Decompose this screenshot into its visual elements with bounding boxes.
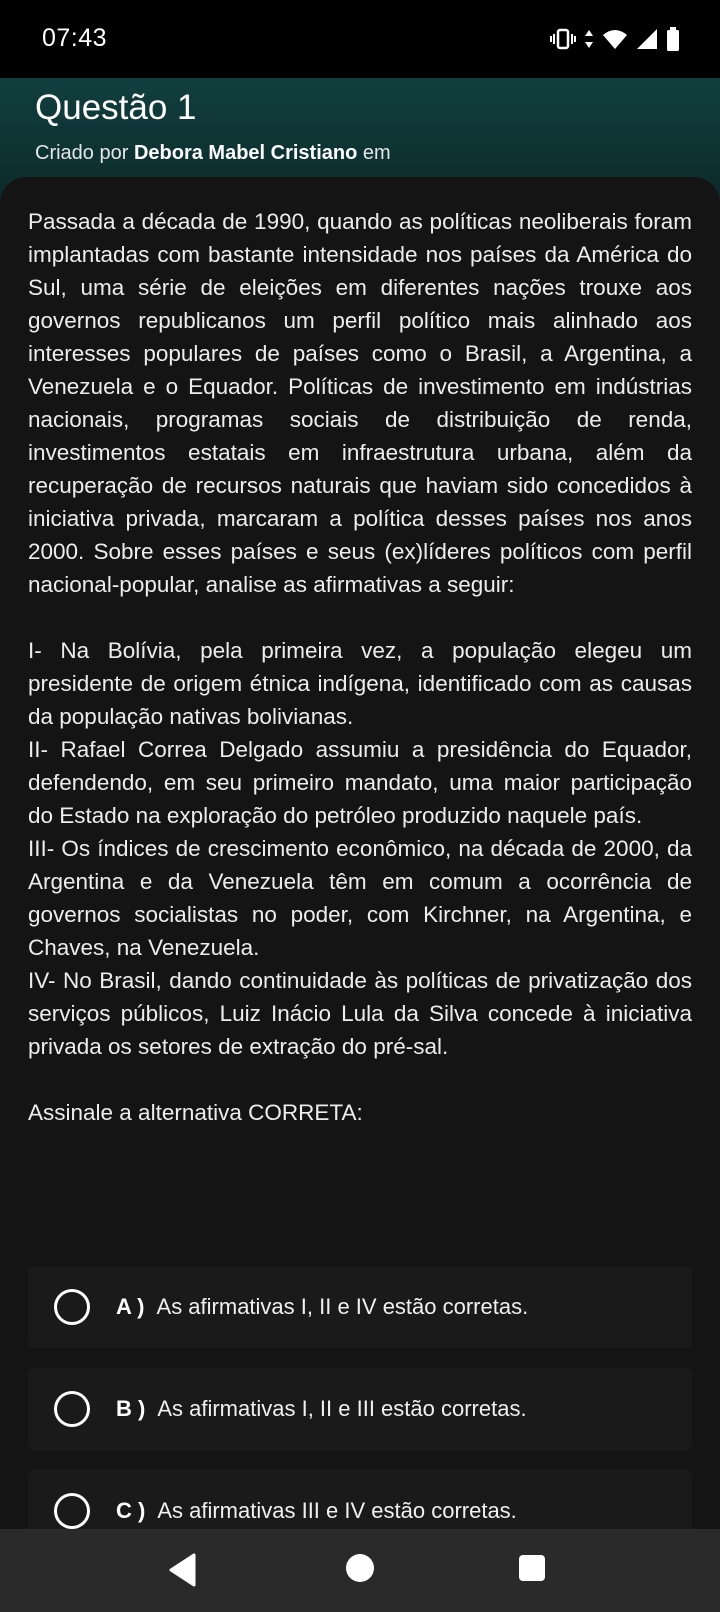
author-name: Debora Mabel Cristiano [133, 142, 358, 164]
created-by-suffix: em [362, 142, 391, 164]
option-c[interactable] [28, 1470, 692, 1529]
option-letter: C ) [116, 1498, 146, 1523]
option-text: As afirmativas III e IV estão corretas. [157, 1498, 517, 1523]
option-text: As afirmativas I, II e III estão corretas. [157, 1396, 527, 1421]
wifi-icon [602, 28, 628, 50]
option-letter: A ) [116, 1294, 145, 1319]
answer-options [28, 1266, 692, 1529]
system-nav-bar [0, 1529, 720, 1612]
option-letter: B ) [116, 1396, 146, 1421]
created-by-prefix: Criado por [35, 142, 129, 164]
option-b[interactable] [28, 1368, 692, 1450]
vibrate-icon [550, 28, 576, 50]
recents-icon[interactable] [518, 1554, 546, 1587]
status-bar [0, 0, 720, 78]
home-icon[interactable] [344, 1552, 376, 1589]
option-a[interactable] [28, 1266, 692, 1348]
question-card[interactable] [0, 177, 720, 1529]
battery-icon [666, 27, 680, 51]
radio-icon[interactable] [54, 1391, 90, 1427]
status-icons [550, 26, 680, 52]
page-title: Questão 1 [35, 88, 197, 127]
radio-icon[interactable] [54, 1289, 90, 1325]
signal-icon [636, 28, 658, 50]
data-arrows-icon [584, 28, 594, 50]
radio-icon[interactable] [54, 1493, 90, 1529]
option-text: As afirmativas I, II e IV estão corretas. [156, 1294, 529, 1319]
question-text: Passada a década de 1990, quando as políticas neoliberais foram implantadas com bastante intensidade nos países da América do Sul, uma série de eleições em diferentes nações trouxe aos governos republicanos um perfil político mais alinhado aos interesses populares de países como o Brasil, a Argentina, a Venezuela e o Equador. Políticas de investimento em indústrias nacionais, programas sociais de distribuição de renda, investimentos estatais em infraestrutura urbana, além da recuperação de recursos naturais que haviam sido concedidos à iniciativa privada, marcaram a política desses países nos anos 2000. Sobre esses países e seus (ex)líderes políticos com perfil nacional-popular, analise as afirmativas a seguir: I- Na Bolívia, pela primeira vez, a população elegeu um presidente de origem étnica indígena, identificado com as causas da população nativas bolivianas. II- Rafael Correa Delgado assumiu a presidência do Equador, defendendo, em seu primeiro mandato, uma maior participação do Estado na exploração do petróleo produzido naquele país. III- Os índices de crescimento econômico, na década de 2000, da Argentina e da Venezuela têm em comum a ocorrência de governos socialistas no poder, com Kirchner, na Argentina, e Chaves, na Venezuela. IV- No Brasil, dando continuidade às políticas de privatização dos serviços públicos, Luiz Inácio Lula da Silva concede à iniciativa privada os setores de extração do pré-sal. Assinale a alternativa CORRETA: [28, 209, 692, 1125]
status-time: 07:43 [42, 24, 108, 52]
back-icon[interactable] [168, 1553, 198, 1592]
created-by-line [35, 142, 391, 165]
